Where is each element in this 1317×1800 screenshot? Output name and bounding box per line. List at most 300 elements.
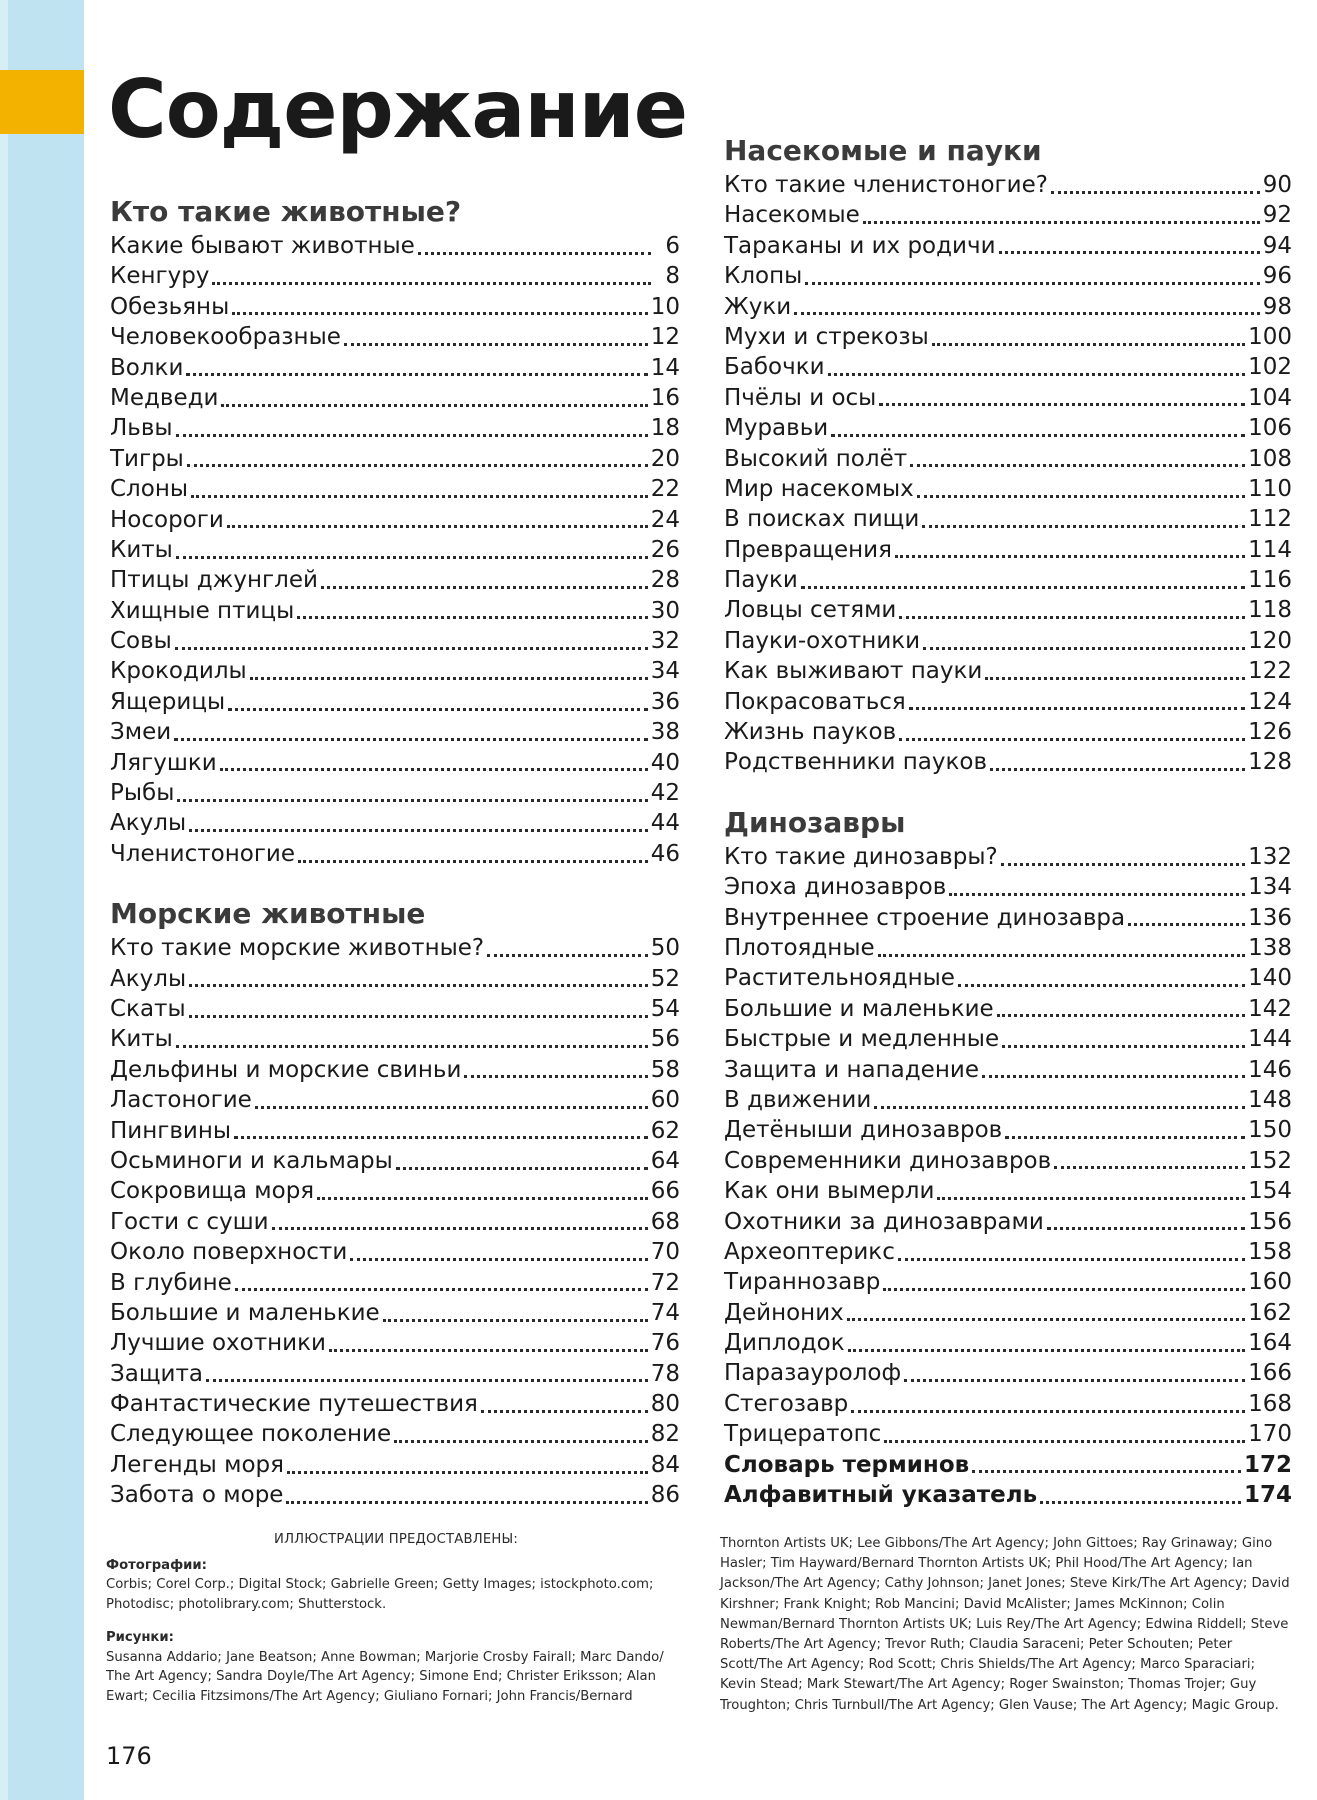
toc-entry (724, 903, 1292, 933)
toc-entry (724, 1176, 1292, 1206)
toc-leader-dots (175, 647, 648, 650)
toc-entry-page: 154 (1248, 1178, 1292, 1205)
toc-entry-page: 104 (1248, 384, 1292, 411)
toc-list-animals (110, 231, 680, 869)
toc-entry (110, 1055, 680, 1085)
toc-entry-title: Кто такие членистоногие? (724, 172, 1048, 198)
toc-entry (724, 1024, 1292, 1054)
toc-entry-page: 42 (650, 780, 680, 807)
toc-entry-page: 120 (1248, 627, 1292, 654)
toc-leader-dots (972, 1470, 1241, 1473)
toc-leader-dots (990, 768, 1245, 771)
toc-entry (110, 1359, 680, 1389)
toc-entry-page: 44 (650, 810, 680, 837)
toc-entry (724, 1450, 1292, 1480)
toc-leader-dots (910, 464, 1245, 467)
toc-entry (724, 1298, 1292, 1328)
toc-entry-title: Акулы (110, 965, 187, 992)
toc-entry-page: 96 (1262, 263, 1292, 290)
toc-entry (724, 595, 1292, 625)
section-heading-insects: Насекомые и пауки (724, 134, 1042, 167)
toc-leader-dots (212, 282, 651, 285)
toc-entry-title: Растительноядные (724, 965, 955, 992)
toc-entry-page: 14 (650, 354, 680, 381)
toc-entry (110, 964, 680, 994)
toc-entry (724, 383, 1292, 413)
toc-column-left (110, 197, 680, 1511)
toc-entry-title: Как они вымерли (724, 1178, 935, 1205)
credits-photos (106, 1556, 686, 1615)
page-number: 176 (106, 1742, 152, 1770)
toc-entry (110, 1085, 680, 1115)
toc-entry-title: В глубине (110, 1269, 232, 1296)
toc-leader-dots (999, 251, 1260, 254)
toc-entry (724, 292, 1292, 322)
toc-entry-page: 172 (1243, 1451, 1292, 1478)
toc-entry-title: Фантастические путешествия (110, 1391, 478, 1418)
toc-entry-page: 72 (650, 1269, 680, 1296)
toc-leader-dots (851, 1410, 1245, 1413)
toc-entry (724, 1146, 1292, 1176)
toc-entry-title: Следующее поколение (110, 1421, 392, 1448)
toc-entry-page: 110 (1248, 475, 1292, 502)
toc-leader-dots (396, 1167, 648, 1170)
credits-left (106, 1530, 686, 1720)
toc-leader-dots (923, 647, 1245, 650)
toc-entry (110, 1024, 680, 1054)
toc-leader-dots (186, 373, 647, 376)
toc-entry (724, 872, 1292, 902)
toc-entry-title: Археоптерикс (724, 1238, 895, 1265)
credits-drawings-label: Рисунки: (106, 1630, 174, 1645)
toc-entry-title: Рыбы (110, 780, 175, 807)
toc-entry-page: 8 (665, 263, 680, 290)
toc-entry (724, 413, 1292, 443)
toc-entry-title: Волки (110, 354, 184, 381)
toc-entry-page: 168 (1248, 1390, 1292, 1417)
toc-entry-page: 164 (1248, 1330, 1292, 1357)
toc-entry (110, 1116, 680, 1146)
toc-entry-title: Легенды моря (110, 1451, 284, 1478)
toc-entry (724, 322, 1292, 352)
toc-entry-title: Диплодок (724, 1330, 845, 1357)
toc-entry (110, 505, 680, 535)
toc-entry (724, 1115, 1292, 1145)
toc-entry-title: Медведи (110, 384, 219, 411)
toc-entry-title: Слоны (110, 476, 189, 503)
toc-entry (724, 1328, 1292, 1358)
toc-entry-page: 94 (1262, 232, 1292, 259)
toc-leader-dots (884, 1440, 1245, 1443)
toc-leader-dots (329, 1349, 648, 1352)
toc-entry-title: Человекообразные (110, 324, 341, 351)
toc-leader-dots (878, 954, 1245, 957)
toc-entry-page: 30 (650, 597, 680, 624)
toc-entry (724, 963, 1292, 993)
toc-entry-title: Змеи (110, 719, 172, 746)
toc-entry (110, 1419, 680, 1449)
toc-entry (110, 1268, 680, 1298)
toc-list-dinosaurs (724, 842, 1292, 1450)
toc-entry-page: 124 (1248, 688, 1292, 715)
toc-entry-title: Львы (110, 415, 173, 442)
toc-entry (110, 231, 680, 261)
toc-leader-dots (272, 1227, 648, 1230)
toc-leader-dots (1054, 1166, 1245, 1169)
toc-leader-dots (232, 312, 647, 315)
toc-entry-page: 118 (1248, 597, 1292, 624)
toc-entry-page: 28 (650, 567, 680, 594)
toc-leader-dots (176, 1045, 648, 1048)
toc-entry (110, 994, 680, 1024)
toc-leader-dots (922, 525, 1245, 528)
toc-entry-page: 82 (650, 1421, 680, 1448)
toc-entry-title: Бабочки (724, 354, 825, 381)
credits-heading: ИЛЛЮСТРАЦИИ ПРЕДОСТАВЛЕНЫ: (274, 1532, 518, 1547)
toc-leader-dots (997, 1014, 1245, 1017)
toc-leader-dots (1040, 1501, 1241, 1504)
credits-drawings (106, 1628, 686, 1706)
toc-entry (724, 626, 1292, 656)
toc-entry (724, 1085, 1292, 1115)
toc-entry-title: Превращения (724, 536, 892, 563)
toc-entry-page: 20 (650, 445, 680, 472)
toc-entry (110, 1237, 680, 1267)
toc-entry-page: 6 (665, 233, 680, 259)
toc-entry (110, 933, 680, 963)
toc-entry-title: Дельфины и морские свиньи (110, 1056, 462, 1083)
toc-entry-title: Большие и маленькие (110, 1299, 380, 1326)
toc-entry (110, 778, 680, 808)
toc-entry (724, 1267, 1292, 1297)
toc-leader-dots (794, 312, 1259, 315)
toc-leader-dots (883, 1288, 1245, 1291)
toc-entry-page: 26 (650, 536, 680, 563)
toc-entry-title: Пчёлы и осы (724, 384, 877, 411)
toc-entry-page: 10 (650, 293, 680, 320)
toc-entry-page: 66 (650, 1178, 680, 1205)
toc-entry-title: Быстрые и медленные (724, 1026, 1000, 1053)
toc-entry-page: 34 (650, 658, 680, 685)
toc-entry-title: Покрасоваться (724, 688, 906, 715)
toc-entry-page: 64 (650, 1147, 680, 1174)
toc-entry-page: 116 (1248, 567, 1292, 594)
toc-leader-dots (958, 984, 1245, 987)
toc-leader-dots (899, 616, 1245, 619)
toc-entry-title: Гости с суши (110, 1208, 269, 1235)
toc-leader-dots (206, 1379, 648, 1382)
side-strip-edge (0, 0, 8, 1800)
toc-entry-page: 148 (1248, 1086, 1292, 1113)
toc-entry-page: 100 (1248, 323, 1292, 350)
toc-leader-dots (187, 464, 648, 467)
credits-photos-text: Corbis; Corel Corp.; Digital Stock; Gabrielle Green; Getty Images; istockphoto.com; Photodisc; photolibrary.com; Shutterstock. (106, 1577, 654, 1612)
toc-entry-page: 152 (1248, 1147, 1292, 1174)
toc-entry (110, 383, 680, 413)
toc-entry-title: Плотоядные (724, 934, 875, 961)
toc-leader-dots (1047, 1227, 1245, 1230)
section-heading-sea: Морские животные (110, 897, 426, 931)
toc-entry (110, 656, 680, 686)
toc-entry-title: Членистоногие (110, 840, 296, 867)
credits-right: Thornton Artists UK; Lee Gibbons/The Art Agency; John Gittoes; Ray Grinaway; Gino Hasler; Tim Hayward/Bernard Thornton Artists UK; Phil Hood/The Art Agency; Ian Jackson/The Art Agency; Cathy Johnson; Janet Jones; Steve Kirk/The Art Agency; David Kirshner; Frank Knight; Rob Mancini; David McAlister; James McKinnon; Colin Newman/Bernard Thornton Artists UK; Luis Rey/The Art Agency; Edwina Riddell; Steve Roberts/The Art Agency; Trevor Ruth; Claudia Saraceni; Peter Schouten; Peter Scott/The Art Agency; Rod Scott; Chris Shields/The Art Agency; Marco Sparaciari; Kevin Stead; Mark Stewart/The Art Agency; Roger Swainston; Thomas Trojer; Guy Troughton; Chris Turnbull/The Art Agency; Glen Vause; The Art Agency; Magic Group. (720, 1536, 1290, 1713)
toc-leader-dots (879, 403, 1245, 406)
toc-leader-dots (394, 1440, 648, 1443)
toc-entry-title: Жуки (724, 293, 792, 320)
toc-leader-dots (383, 1319, 648, 1322)
toc-entry-page: 18 (650, 415, 680, 442)
toc-entry (110, 1146, 680, 1176)
toc-leader-dots (297, 616, 647, 619)
toc-entry (110, 1480, 680, 1510)
toc-entry-title: Скаты (110, 995, 186, 1022)
toc-entry-title: Крокодилы (110, 658, 247, 685)
toc-entry (724, 170, 1292, 200)
toc-entry-page: 126 (1248, 719, 1292, 746)
toc-entry (110, 565, 680, 595)
toc-leader-dots (174, 738, 648, 741)
toc-entry (724, 504, 1292, 534)
toc-leader-dots (874, 1106, 1245, 1109)
toc-entry-page: 156 (1248, 1208, 1292, 1235)
toc-entry (724, 994, 1292, 1024)
toc-entry-title: Алфавитный указатель (724, 1482, 1038, 1509)
toc-entry (110, 1389, 680, 1419)
toc-entry (110, 474, 680, 504)
toc-entry-page: 170 (1248, 1421, 1292, 1448)
toc-leader-dots (317, 1197, 648, 1200)
toc-entry (110, 535, 680, 565)
toc-entry-title: Киты (110, 1026, 173, 1053)
title-accent-bar (0, 70, 84, 134)
toc-leader-dots (220, 768, 648, 771)
toc-entry-page: 12 (650, 324, 680, 351)
toc-entry-page: 86 (650, 1482, 680, 1509)
toc-entry-title: Пауки-охотники (724, 627, 921, 654)
toc-leader-dots (235, 1288, 648, 1291)
toc-leader-dots (932, 343, 1245, 346)
toc-entry-title: Паразауролоф (724, 1360, 902, 1387)
credits-photos-label: Фотографии: (106, 1557, 207, 1573)
toc-leader-dots (189, 1015, 648, 1018)
toc-leader-dots (985, 677, 1245, 680)
toc-leader-dots (831, 434, 1245, 437)
toc-leader-dots (1051, 191, 1260, 194)
toc-entry (724, 1207, 1292, 1237)
toc-entry-title: Жизнь пауков (724, 719, 897, 746)
toc-leader-dots (898, 1258, 1245, 1261)
toc-entry (110, 748, 680, 778)
toc-entry-title: Стегозавр (724, 1390, 849, 1417)
section-heading-dinosaurs: Динозавры (724, 805, 906, 839)
page-title: Содержание (108, 63, 687, 156)
toc-leader-dots (481, 1410, 648, 1413)
toc-entry (724, 656, 1292, 686)
toc-entry (724, 352, 1292, 382)
toc-entry (110, 1207, 680, 1237)
toc-leader-dots (344, 343, 648, 346)
toc-entry-page: 114 (1248, 536, 1292, 563)
toc-entry-title: Носороги (110, 506, 224, 533)
toc-entry (724, 474, 1292, 504)
toc-leader-dots (917, 495, 1245, 498)
toc-entry (110, 292, 680, 322)
toc-leader-dots (863, 221, 1260, 224)
toc-leader-dots (255, 1106, 648, 1109)
toc-leader-dots (1005, 1136, 1245, 1139)
toc-entry (110, 444, 680, 474)
toc-leader-dots (234, 1136, 648, 1139)
toc-entry (724, 1055, 1292, 1085)
toc-leader-dots (418, 252, 651, 255)
toc-entry-page: 58 (650, 1056, 680, 1083)
toc-entry-title: Детёныши динозавров (724, 1117, 1003, 1144)
toc-entry-title: В движении (724, 1086, 872, 1113)
toc-entry-title: Акулы (110, 810, 187, 837)
toc-entry-title: Хищные птицы (110, 597, 295, 624)
toc-entry-title: Совы (110, 628, 172, 655)
toc-entry-page: 46 (650, 840, 680, 867)
toc-entry (110, 717, 680, 747)
toc-entry (724, 444, 1292, 474)
toc-leader-dots (228, 708, 648, 711)
toc-entry-title: Забота о море (110, 1482, 284, 1509)
toc-entry (724, 842, 1292, 872)
toc-entry (724, 747, 1292, 777)
toc-entry-title: Современники динозавров (724, 1147, 1052, 1174)
toc-entry-title: Насекомые (724, 202, 860, 229)
toc-entry-title: Лягушки (110, 749, 217, 776)
toc-entry-page: 128 (1248, 749, 1292, 776)
toc-entry (724, 565, 1292, 595)
toc-entry-page: 56 (650, 1026, 680, 1053)
toc-leader-dots (828, 373, 1246, 376)
toc-leader-dots (189, 984, 648, 987)
toc-entry-page: 36 (650, 688, 680, 715)
toc-entry-page: 62 (650, 1117, 680, 1144)
toc-entry-page: 98 (1262, 293, 1292, 320)
toc-leader-dots (176, 556, 648, 559)
toc-entry (724, 200, 1292, 230)
toc-entry (724, 717, 1292, 747)
toc-entry-page: 68 (650, 1208, 680, 1235)
toc-entry (724, 1480, 1292, 1510)
toc-entry (724, 261, 1292, 291)
toc-entry (110, 261, 680, 291)
toc-entry-title: Клопы (724, 263, 803, 290)
toc-list-insects (724, 170, 1292, 778)
toc-leader-dots (909, 707, 1245, 710)
toc-entry (110, 1176, 680, 1206)
toc-entry-page: 22 (650, 476, 680, 503)
toc-entry (724, 231, 1292, 261)
toc-entry-page: 112 (1248, 506, 1292, 533)
toc-entry-title: Сокровища моря (110, 1178, 315, 1205)
toc-leader-dots (904, 1379, 1245, 1382)
toc-entry (110, 1328, 680, 1358)
toc-entry-title: Ящерицы (110, 688, 226, 715)
toc-entry-title: Пауки (724, 567, 798, 594)
toc-entry-title: Пингвины (110, 1117, 232, 1144)
toc-entry-page: 160 (1248, 1269, 1292, 1296)
toc-entry-title: Высокий полёт (724, 445, 908, 472)
toc-entry-title: Родственники пауков (724, 749, 988, 776)
toc-entry-page: 108 (1248, 445, 1292, 472)
toc-entry-title: Около поверхности (110, 1239, 348, 1266)
toc-entry-page: 76 (650, 1330, 680, 1357)
toc-entry (110, 626, 680, 656)
toc-entry-page: 52 (650, 965, 680, 992)
toc-entry-title: Защита и нападение (724, 1056, 979, 1083)
toc-entry-title: Как выживают пауки (724, 658, 983, 685)
toc-entry-page: 162 (1248, 1299, 1292, 1326)
toc-leader-dots (1128, 923, 1245, 926)
toc-entry (110, 353, 680, 383)
toc-entry-title: Внутреннее строение динозавра (724, 904, 1126, 931)
toc-entry (724, 1419, 1292, 1449)
toc-entry-page: 80 (650, 1391, 680, 1418)
toc-entry-title: Муравьи (724, 415, 829, 442)
toc-entry-title: Лучшие охотники (110, 1330, 326, 1357)
toc-entry-title: Тараканы и их родичи (724, 232, 996, 259)
toc-leader-dots (287, 1471, 648, 1474)
toc-entry-title: Кто такие динозавры? (724, 843, 998, 870)
toc-leader-dots (227, 525, 648, 528)
toc-entry (110, 1298, 680, 1328)
toc-entry (110, 413, 680, 443)
toc-entry-title: Осьминоги и кальмары (110, 1147, 393, 1174)
toc-leader-dots (221, 404, 647, 407)
toc-leader-dots (899, 738, 1245, 741)
toc-entry-page: 142 (1248, 995, 1292, 1022)
toc-list-sea (110, 933, 680, 1510)
toc-leader-dots (1001, 863, 1245, 866)
section-heading-animals: Кто такие животные? (110, 195, 462, 228)
toc-entry-title: В поисках пищи (724, 506, 920, 533)
toc-leader-dots (801, 586, 1245, 589)
toc-leader-dots (464, 1075, 647, 1078)
toc-entry-title: Ловцы сетями (724, 597, 897, 624)
toc-entry (724, 1389, 1292, 1419)
toc-entry-page: 140 (1248, 965, 1292, 992)
toc-entry (110, 1450, 680, 1480)
toc-entry-title: Обезьяны (110, 293, 230, 320)
toc-entry-title: Дейноних (724, 1299, 844, 1326)
toc-entry-page: 50 (650, 935, 680, 962)
toc-entry-page: 166 (1248, 1360, 1292, 1387)
toc-entry-page: 16 (650, 384, 680, 411)
toc-entry-page: 70 (650, 1239, 680, 1266)
toc-entry-title: Словарь терминов (724, 1451, 970, 1478)
toc-leader-dots (1002, 1045, 1245, 1048)
toc-leader-dots (949, 893, 1245, 896)
toc-entry-title: Тигры (110, 445, 184, 472)
toc-entry-page: 146 (1248, 1056, 1292, 1083)
toc-entry-page: 60 (650, 1087, 680, 1114)
toc-leader-dots (176, 434, 648, 437)
toc-entry-title: Какие бывают животные (110, 233, 415, 259)
toc-entry-page: 134 (1248, 874, 1292, 901)
toc-leader-dots (350, 1258, 647, 1261)
toc-entry-page: 106 (1248, 415, 1292, 442)
toc-column-right (724, 136, 1292, 1510)
toc-entry-title: Охотники за динозаврами (724, 1208, 1044, 1235)
toc-entry-title: Эпоха динозавров (724, 874, 947, 901)
toc-entry-title: Мир насекомых (724, 475, 914, 502)
toc-leader-dots (250, 677, 648, 680)
toc-entry-title: Птицы джунглей (110, 567, 318, 594)
toc-leader-dots (895, 555, 1245, 558)
